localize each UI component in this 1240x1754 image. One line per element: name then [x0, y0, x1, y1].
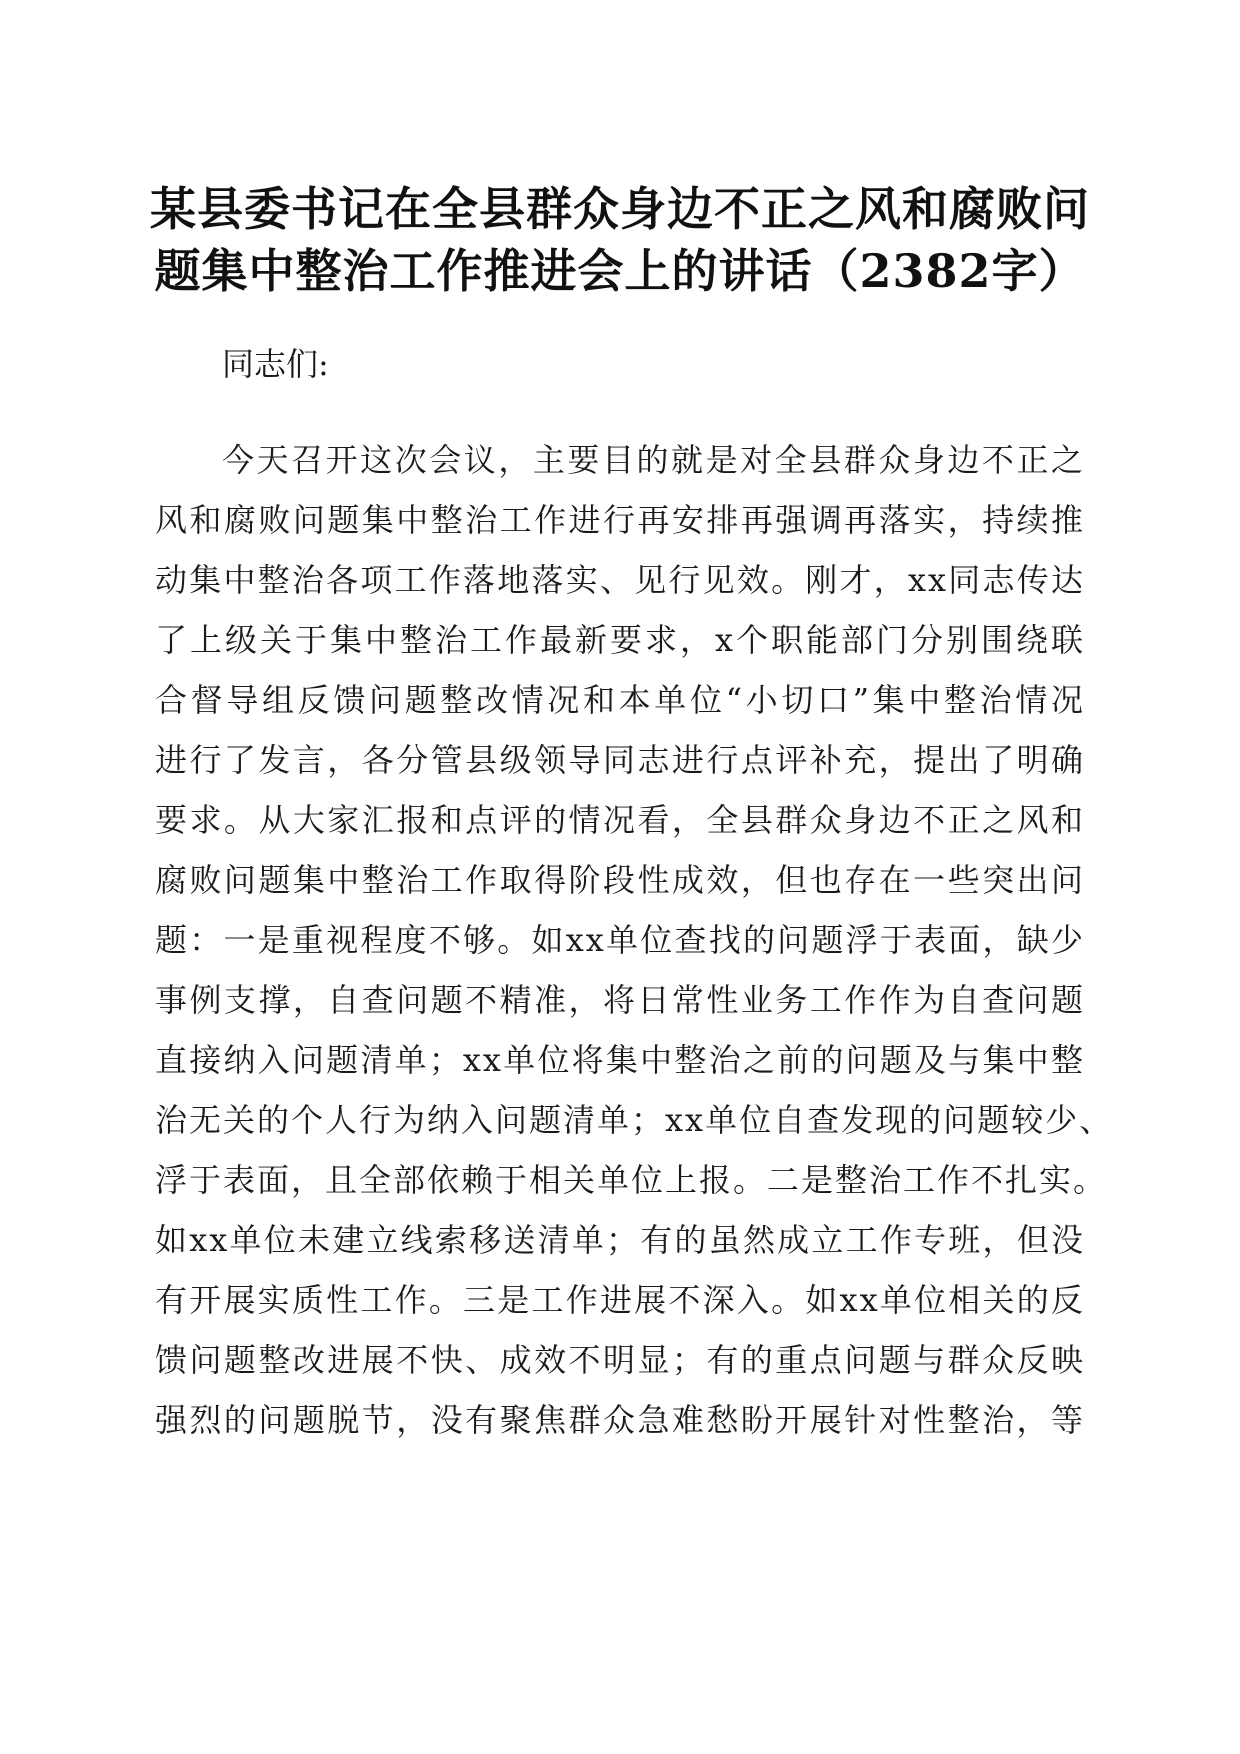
body-line: 浮于表面，且全部依赖于相关单位上报。二是整治工作不扎实。 — [155, 1161, 1108, 1199]
body-line: 治无关的个人行为纳入问题清单；xx单位自查发现的问题较少、 — [155, 1101, 1114, 1139]
body-line: 了上级关于集中整治工作最新要求，x个职能部门分别围绕联 — [155, 621, 1085, 659]
greeting: 同志们: — [222, 345, 329, 383]
body-line: 馈问题整改进展不快、成效不明显；有的重点问题与群众反映 — [155, 1341, 1085, 1379]
body-text — [155, 430, 1114, 1450]
body-line: 今天召开这次会议，主要目的就是对全县群众身边不正之 — [222, 441, 1085, 479]
title-line-2: 题集中整治工作推进会上的讲话（2382字） — [154, 244, 1086, 298]
body-line: 要求。从大家汇报和点评的情况看，全县群众身边不正之风和 — [155, 801, 1085, 839]
body-line: 动集中整治各项工作落地落实、见行见效。刚才，xx同志传达 — [155, 561, 1085, 599]
body-line: 风和腐败问题集中整治工作进行再安排再强调再落实，持续推 — [155, 501, 1085, 539]
body-line: 直接纳入问题清单；xx单位将集中整治之前的问题及与集中整 — [155, 1041, 1085, 1079]
title-line-1: 某县委书记在全县群众身边不正之风和腐败问 — [150, 182, 1090, 236]
body-line: 如xx单位未建立线索移送清单；有的虽然成立工作专班，但没 — [155, 1221, 1085, 1259]
body-line: 题：一是重视程度不够。如xx单位查找的问题浮于表面，缺少 — [155, 921, 1085, 959]
body-line: 强烈的问题脱节，没有聚焦群众急难愁盼开展针对性整治，等 — [155, 1401, 1085, 1439]
document-title — [150, 178, 1090, 302]
body-line: 事例支撑，自查问题不精准，将日常性业务工作作为自查问题 — [155, 981, 1085, 1019]
body-line: 合督导组反馈问题整改情况和本单位“小切口”集中整治情况 — [155, 681, 1085, 719]
body-line: 进行了发言，各分管县级领导同志进行点评补充，提出了明确 — [155, 741, 1085, 779]
body-line: 腐败问题集中整治工作取得阶段性成效，但也存在一些突出问 — [155, 861, 1085, 899]
body-line: 有开展实质性工作。三是工作进展不深入。如xx单位相关的反 — [155, 1281, 1085, 1319]
